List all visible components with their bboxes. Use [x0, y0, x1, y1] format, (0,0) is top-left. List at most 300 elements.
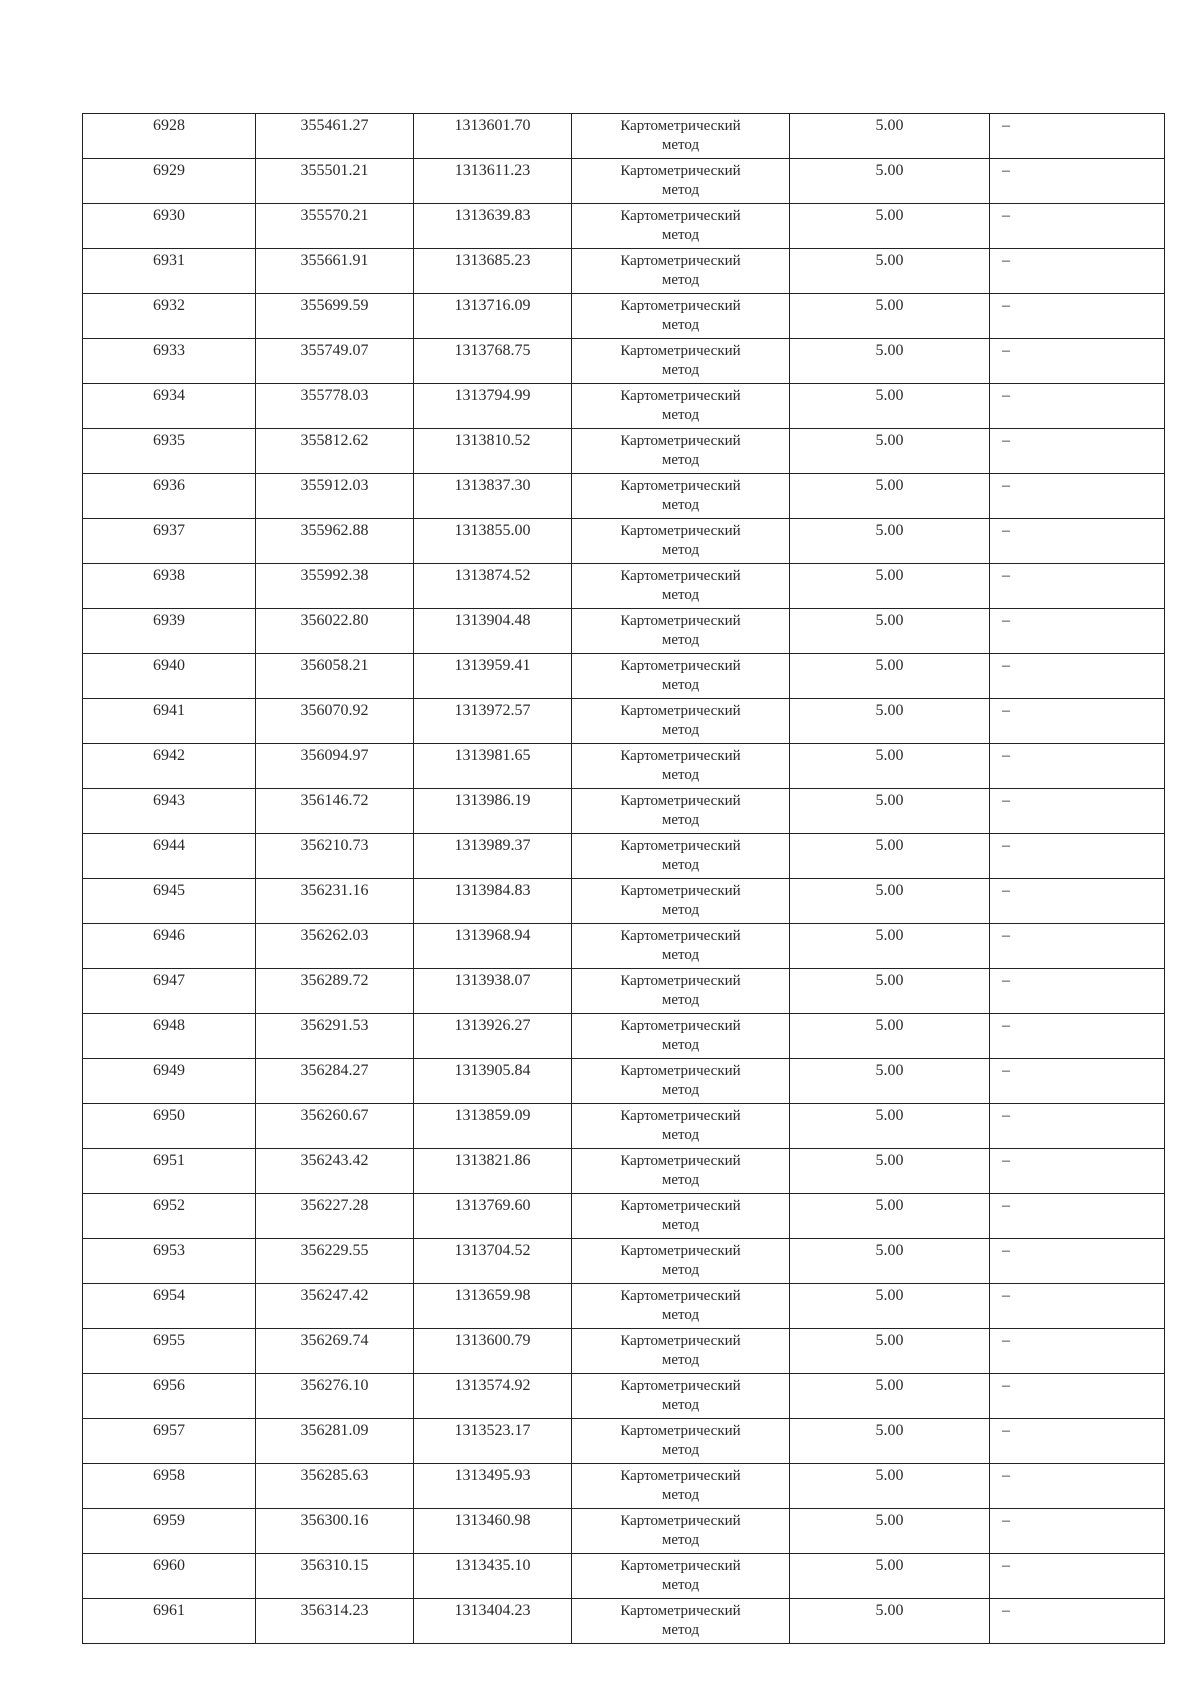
method-line-1: Картометрический — [620, 838, 741, 854]
coordinate-x: 356300.16 — [256, 1509, 414, 1554]
error-value: 5.00 — [790, 834, 990, 879]
coordinate-y: 1313768.75 — [414, 339, 572, 384]
method-line-1: Картометрический — [620, 523, 741, 539]
error-value: 5.00 — [790, 519, 990, 564]
error-value: 5.00 — [790, 159, 990, 204]
point-number: 6932 — [83, 294, 256, 339]
method-line-2: метод — [661, 587, 700, 603]
coordinate-x: 356285.63 — [256, 1464, 414, 1509]
method-line-2: метод — [661, 1442, 700, 1458]
method-cell — [572, 1374, 790, 1419]
coordinate-x: 356058.21 — [256, 654, 414, 699]
method-cell — [572, 1284, 790, 1329]
method-line-2: метод — [661, 902, 700, 918]
point-number: 6941 — [83, 699, 256, 744]
method-cell — [572, 969, 790, 1014]
coordinate-x: 355699.59 — [256, 294, 414, 339]
point-number: 6954 — [83, 1284, 256, 1329]
coordinate-x: 356281.09 — [256, 1419, 414, 1464]
point-number: 6936 — [83, 474, 256, 519]
table-row — [83, 1329, 1165, 1374]
error-value: 5.00 — [790, 429, 990, 474]
method-cell — [572, 294, 790, 339]
coordinate-y: 1313904.48 — [414, 609, 572, 654]
method-cell — [572, 114, 790, 159]
method-line-1: Картометрический — [620, 478, 741, 494]
table-row — [83, 969, 1165, 1014]
method-line-2: метод — [661, 1577, 700, 1593]
note-dash: – — [990, 1509, 1165, 1554]
coordinate-y: 1313984.83 — [414, 879, 572, 924]
point-number: 6952 — [83, 1194, 256, 1239]
point-number: 6934 — [83, 384, 256, 429]
note-dash: – — [990, 204, 1165, 249]
table-row — [83, 1059, 1165, 1104]
method-line-1: Картометрический — [620, 253, 741, 269]
coordinate-y: 1313574.92 — [414, 1374, 572, 1419]
table-body — [83, 114, 1165, 1644]
method-line-1: Картометрический — [620, 208, 741, 224]
method-line-1: Картометрический — [620, 883, 741, 899]
coordinate-x: 356260.67 — [256, 1104, 414, 1149]
error-value: 5.00 — [790, 1104, 990, 1149]
table-row — [83, 1104, 1165, 1149]
method-line-1: Картометрический — [620, 1378, 741, 1394]
table-row — [83, 1284, 1165, 1329]
coordinate-y: 1313794.99 — [414, 384, 572, 429]
method-line-1: Картометрический — [620, 748, 741, 764]
method-line-2: метод — [661, 227, 700, 243]
coordinate-y: 1313926.27 — [414, 1014, 572, 1059]
coordinate-x: 356022.80 — [256, 609, 414, 654]
table-row — [83, 879, 1165, 924]
note-dash: – — [990, 294, 1165, 339]
coordinate-y: 1313435.10 — [414, 1554, 572, 1599]
table-row — [83, 1239, 1165, 1284]
error-value: 5.00 — [790, 654, 990, 699]
error-value: 5.00 — [790, 699, 990, 744]
method-line-2: метод — [661, 1037, 700, 1053]
point-number: 6942 — [83, 744, 256, 789]
coordinate-x: 356291.53 — [256, 1014, 414, 1059]
point-number: 6955 — [83, 1329, 256, 1374]
coordinate-x: 355962.88 — [256, 519, 414, 564]
table-row — [83, 1194, 1165, 1239]
error-value: 5.00 — [790, 114, 990, 159]
note-dash: – — [990, 1284, 1165, 1329]
coordinate-x: 356289.72 — [256, 969, 414, 1014]
note-dash: – — [990, 924, 1165, 969]
method-line-1: Картометрический — [620, 343, 741, 359]
method-line-2: метод — [661, 497, 700, 513]
point-number: 6950 — [83, 1104, 256, 1149]
point-number: 6957 — [83, 1419, 256, 1464]
point-number: 6928 — [83, 114, 256, 159]
method-line-1: Картометрический — [620, 298, 741, 314]
note-dash: – — [990, 1419, 1165, 1464]
method-line-1: Картометрический — [620, 1333, 741, 1349]
table-row — [83, 1149, 1165, 1194]
method-cell — [572, 654, 790, 699]
method-line-2: метод — [661, 542, 700, 558]
error-value: 5.00 — [790, 879, 990, 924]
note-dash: – — [990, 834, 1165, 879]
method-cell — [572, 1509, 790, 1554]
method-line-1: Картометрический — [620, 1198, 741, 1214]
note-dash: – — [990, 609, 1165, 654]
coordinate-x: 356070.92 — [256, 699, 414, 744]
method-line-1: Картометрический — [620, 973, 741, 989]
error-value: 5.00 — [790, 1374, 990, 1419]
coordinate-y: 1313769.60 — [414, 1194, 572, 1239]
error-value: 5.00 — [790, 1059, 990, 1104]
method-cell — [572, 1014, 790, 1059]
method-cell — [572, 1239, 790, 1284]
method-line-1: Картометрический — [620, 703, 741, 719]
coordinate-x: 356094.97 — [256, 744, 414, 789]
coordinate-y: 1313810.52 — [414, 429, 572, 474]
coordinate-x: 356210.73 — [256, 834, 414, 879]
point-number: 6949 — [83, 1059, 256, 1104]
table-row — [83, 744, 1165, 789]
error-value: 5.00 — [790, 1464, 990, 1509]
method-line-1: Картометрический — [620, 658, 741, 674]
coordinate-y: 1313716.09 — [414, 294, 572, 339]
method-cell — [572, 1419, 790, 1464]
coordinate-y: 1313859.09 — [414, 1104, 572, 1149]
coordinate-x: 356284.27 — [256, 1059, 414, 1104]
method-cell — [572, 699, 790, 744]
method-cell — [572, 789, 790, 834]
coordinate-y: 1313837.30 — [414, 474, 572, 519]
method-line-2: метод — [661, 452, 700, 468]
coordinate-y: 1313821.86 — [414, 1149, 572, 1194]
coordinate-y: 1313523.17 — [414, 1419, 572, 1464]
method-cell — [572, 744, 790, 789]
coordinate-x: 355661.91 — [256, 249, 414, 294]
point-number: 6951 — [83, 1149, 256, 1194]
error-value: 5.00 — [790, 1329, 990, 1374]
coordinate-y: 1313611.23 — [414, 159, 572, 204]
method-line-2: метод — [661, 812, 700, 828]
note-dash: – — [990, 1374, 1165, 1419]
method-line-2: метод — [661, 317, 700, 333]
method-line-1: Картометрический — [620, 1063, 741, 1079]
coordinate-y: 1313905.84 — [414, 1059, 572, 1104]
coordinate-y: 1313639.83 — [414, 204, 572, 249]
note-dash: – — [990, 1059, 1165, 1104]
error-value: 5.00 — [790, 339, 990, 384]
method-cell — [572, 1149, 790, 1194]
method-line-2: метод — [661, 407, 700, 423]
coordinate-y: 1313989.37 — [414, 834, 572, 879]
coordinate-y: 1313601.70 — [414, 114, 572, 159]
method-line-1: Картометрический — [620, 613, 741, 629]
note-dash: – — [990, 1104, 1165, 1149]
method-line-1: Картометрический — [620, 1603, 741, 1619]
table-row — [83, 1509, 1165, 1554]
table-row — [83, 474, 1165, 519]
point-number: 6935 — [83, 429, 256, 474]
note-dash: – — [990, 1194, 1165, 1239]
coordinate-y: 1313495.93 — [414, 1464, 572, 1509]
method-line-2: метод — [661, 632, 700, 648]
coordinate-y: 1313704.52 — [414, 1239, 572, 1284]
point-number: 6953 — [83, 1239, 256, 1284]
method-cell — [572, 1329, 790, 1374]
coordinate-y: 1313460.98 — [414, 1509, 572, 1554]
point-number: 6943 — [83, 789, 256, 834]
error-value: 5.00 — [790, 204, 990, 249]
point-number: 6933 — [83, 339, 256, 384]
coordinate-y: 1313981.65 — [414, 744, 572, 789]
note-dash: – — [990, 1554, 1165, 1599]
method-line-1: Картометрический — [620, 433, 741, 449]
point-number: 6945 — [83, 879, 256, 924]
coordinate-y: 1313986.19 — [414, 789, 572, 834]
error-value: 5.00 — [790, 969, 990, 1014]
method-cell — [572, 564, 790, 609]
method-cell — [572, 249, 790, 294]
coordinate-x: 356227.28 — [256, 1194, 414, 1239]
method-line-2: метод — [661, 767, 700, 783]
note-dash: – — [990, 249, 1165, 294]
error-value: 5.00 — [790, 564, 990, 609]
coordinate-x: 355912.03 — [256, 474, 414, 519]
error-value: 5.00 — [790, 1014, 990, 1059]
method-line-1: Картометрический — [620, 1558, 741, 1574]
error-value: 5.00 — [790, 789, 990, 834]
note-dash: – — [990, 744, 1165, 789]
table-row — [83, 564, 1165, 609]
method-line-1: Картометрический — [620, 1288, 741, 1304]
coordinate-x: 356310.15 — [256, 1554, 414, 1599]
table-row — [83, 204, 1165, 249]
note-dash: – — [990, 654, 1165, 699]
table-row — [83, 1554, 1165, 1599]
table-row — [83, 114, 1165, 159]
method-line-2: метод — [661, 992, 700, 1008]
method-line-1: Картометрический — [620, 1468, 741, 1484]
method-cell — [572, 159, 790, 204]
note-dash: – — [990, 1239, 1165, 1284]
method-line-1: Картометрический — [620, 1018, 741, 1034]
error-value: 5.00 — [790, 744, 990, 789]
table-row — [83, 429, 1165, 474]
coordinate-x: 356247.42 — [256, 1284, 414, 1329]
method-line-2: метод — [661, 1307, 700, 1323]
error-value: 5.00 — [790, 384, 990, 429]
coordinate-x: 355749.07 — [256, 339, 414, 384]
method-line-2: метод — [661, 1487, 700, 1503]
coordinate-x: 356269.74 — [256, 1329, 414, 1374]
method-line-1: Картометрический — [620, 1108, 741, 1124]
point-number: 6937 — [83, 519, 256, 564]
point-number: 6960 — [83, 1554, 256, 1599]
point-number: 6931 — [83, 249, 256, 294]
method-line-2: метод — [661, 137, 700, 153]
note-dash: – — [990, 1599, 1165, 1644]
method-line-2: метод — [661, 677, 700, 693]
coordinate-x: 355570.21 — [256, 204, 414, 249]
coordinate-x: 355812.62 — [256, 429, 414, 474]
method-line-1: Картометрический — [620, 1513, 741, 1529]
table-row — [83, 609, 1165, 654]
method-cell — [572, 1194, 790, 1239]
method-line-2: метод — [661, 857, 700, 873]
coordinate-x: 355992.38 — [256, 564, 414, 609]
coordinate-y: 1313600.79 — [414, 1329, 572, 1374]
coordinate-y: 1313685.23 — [414, 249, 572, 294]
method-line-2: метод — [661, 1532, 700, 1548]
coordinate-x: 356243.42 — [256, 1149, 414, 1194]
coordinate-x: 356276.10 — [256, 1374, 414, 1419]
note-dash: – — [990, 564, 1165, 609]
point-number: 6959 — [83, 1509, 256, 1554]
point-number: 6947 — [83, 969, 256, 1014]
point-number: 6940 — [83, 654, 256, 699]
method-line-2: метод — [661, 182, 700, 198]
error-value: 5.00 — [790, 609, 990, 654]
method-line-1: Картометрический — [620, 163, 741, 179]
method-cell — [572, 204, 790, 249]
error-value: 5.00 — [790, 294, 990, 339]
method-line-2: метод — [661, 1082, 700, 1098]
table-row — [83, 654, 1165, 699]
note-dash: – — [990, 1329, 1165, 1374]
method-cell — [572, 834, 790, 879]
point-number: 6938 — [83, 564, 256, 609]
coordinate-x: 356231.16 — [256, 879, 414, 924]
method-cell — [572, 339, 790, 384]
error-value: 5.00 — [790, 1284, 990, 1329]
method-cell — [572, 474, 790, 519]
note-dash: – — [990, 1464, 1165, 1509]
table-row — [83, 159, 1165, 204]
error-value: 5.00 — [790, 474, 990, 519]
table-row — [83, 834, 1165, 879]
coordinate-y: 1313404.23 — [414, 1599, 572, 1644]
coordinate-y: 1313874.52 — [414, 564, 572, 609]
table-row — [83, 384, 1165, 429]
table-row — [83, 1014, 1165, 1059]
note-dash: – — [990, 1149, 1165, 1194]
table-row — [83, 519, 1165, 564]
method-line-1: Картометрический — [620, 1243, 741, 1259]
method-line-2: метод — [661, 722, 700, 738]
error-value: 5.00 — [790, 249, 990, 294]
note-dash: – — [990, 429, 1165, 474]
error-value: 5.00 — [790, 924, 990, 969]
method-cell — [572, 429, 790, 474]
point-number: 6961 — [83, 1599, 256, 1644]
point-number: 6948 — [83, 1014, 256, 1059]
coordinate-y: 1313659.98 — [414, 1284, 572, 1329]
note-dash: – — [990, 159, 1165, 204]
note-dash: – — [990, 339, 1165, 384]
error-value: 5.00 — [790, 1599, 990, 1644]
coordinate-y: 1313938.07 — [414, 969, 572, 1014]
method-line-1: Картометрический — [620, 1153, 741, 1169]
note-dash: – — [990, 789, 1165, 834]
point-number: 6944 — [83, 834, 256, 879]
table-row — [83, 1374, 1165, 1419]
note-dash: – — [990, 1014, 1165, 1059]
coordinate-x: 355501.21 — [256, 159, 414, 204]
point-number: 6946 — [83, 924, 256, 969]
table-row — [83, 339, 1165, 384]
method-line-2: метод — [661, 947, 700, 963]
table-row — [83, 1419, 1165, 1464]
note-dash: – — [990, 879, 1165, 924]
coordinate-y: 1313855.00 — [414, 519, 572, 564]
note-dash: – — [990, 699, 1165, 744]
method-line-1: Картометрический — [620, 118, 741, 134]
method-cell — [572, 1104, 790, 1149]
method-cell — [572, 924, 790, 969]
error-value: 5.00 — [790, 1509, 990, 1554]
coordinates-table — [82, 113, 1165, 1644]
coordinate-y: 1313968.94 — [414, 924, 572, 969]
method-line-2: метод — [661, 362, 700, 378]
error-value: 5.00 — [790, 1194, 990, 1239]
error-value: 5.00 — [790, 1239, 990, 1284]
method-cell — [572, 1554, 790, 1599]
point-number: 6929 — [83, 159, 256, 204]
method-line-2: метод — [661, 272, 700, 288]
method-cell — [572, 384, 790, 429]
method-line-1: Картометрический — [620, 793, 741, 809]
method-cell — [572, 609, 790, 654]
method-cell — [572, 1059, 790, 1104]
note-dash: – — [990, 519, 1165, 564]
error-value: 5.00 — [790, 1149, 990, 1194]
note-dash: – — [990, 474, 1165, 519]
method-line-1: Картометрический — [620, 928, 741, 944]
method-line-2: метод — [661, 1352, 700, 1368]
point-number: 6930 — [83, 204, 256, 249]
coordinate-y: 1313972.57 — [414, 699, 572, 744]
method-line-1: Картометрический — [620, 388, 741, 404]
coordinate-x: 355461.27 — [256, 114, 414, 159]
table-row — [83, 1464, 1165, 1509]
coordinate-y: 1313959.41 — [414, 654, 572, 699]
method-cell — [572, 1464, 790, 1509]
method-line-2: метод — [661, 1397, 700, 1413]
method-cell — [572, 879, 790, 924]
note-dash: – — [990, 384, 1165, 429]
note-dash: – — [990, 969, 1165, 1014]
note-dash: – — [990, 114, 1165, 159]
coordinate-x: 356262.03 — [256, 924, 414, 969]
table-row — [83, 699, 1165, 744]
coordinate-x: 356229.55 — [256, 1239, 414, 1284]
method-line-1: Картометрический — [620, 568, 741, 584]
table-row — [83, 294, 1165, 339]
method-line-2: метод — [661, 1127, 700, 1143]
method-line-2: метод — [661, 1217, 700, 1233]
method-cell — [572, 1599, 790, 1644]
method-line-1: Картометрический — [620, 1423, 741, 1439]
method-line-2: метод — [661, 1172, 700, 1188]
point-number: 6939 — [83, 609, 256, 654]
method-line-2: метод — [661, 1622, 700, 1638]
table-row — [83, 1599, 1165, 1644]
table-row — [83, 924, 1165, 969]
error-value: 5.00 — [790, 1554, 990, 1599]
method-line-2: метод — [661, 1262, 700, 1278]
point-number: 6956 — [83, 1374, 256, 1419]
